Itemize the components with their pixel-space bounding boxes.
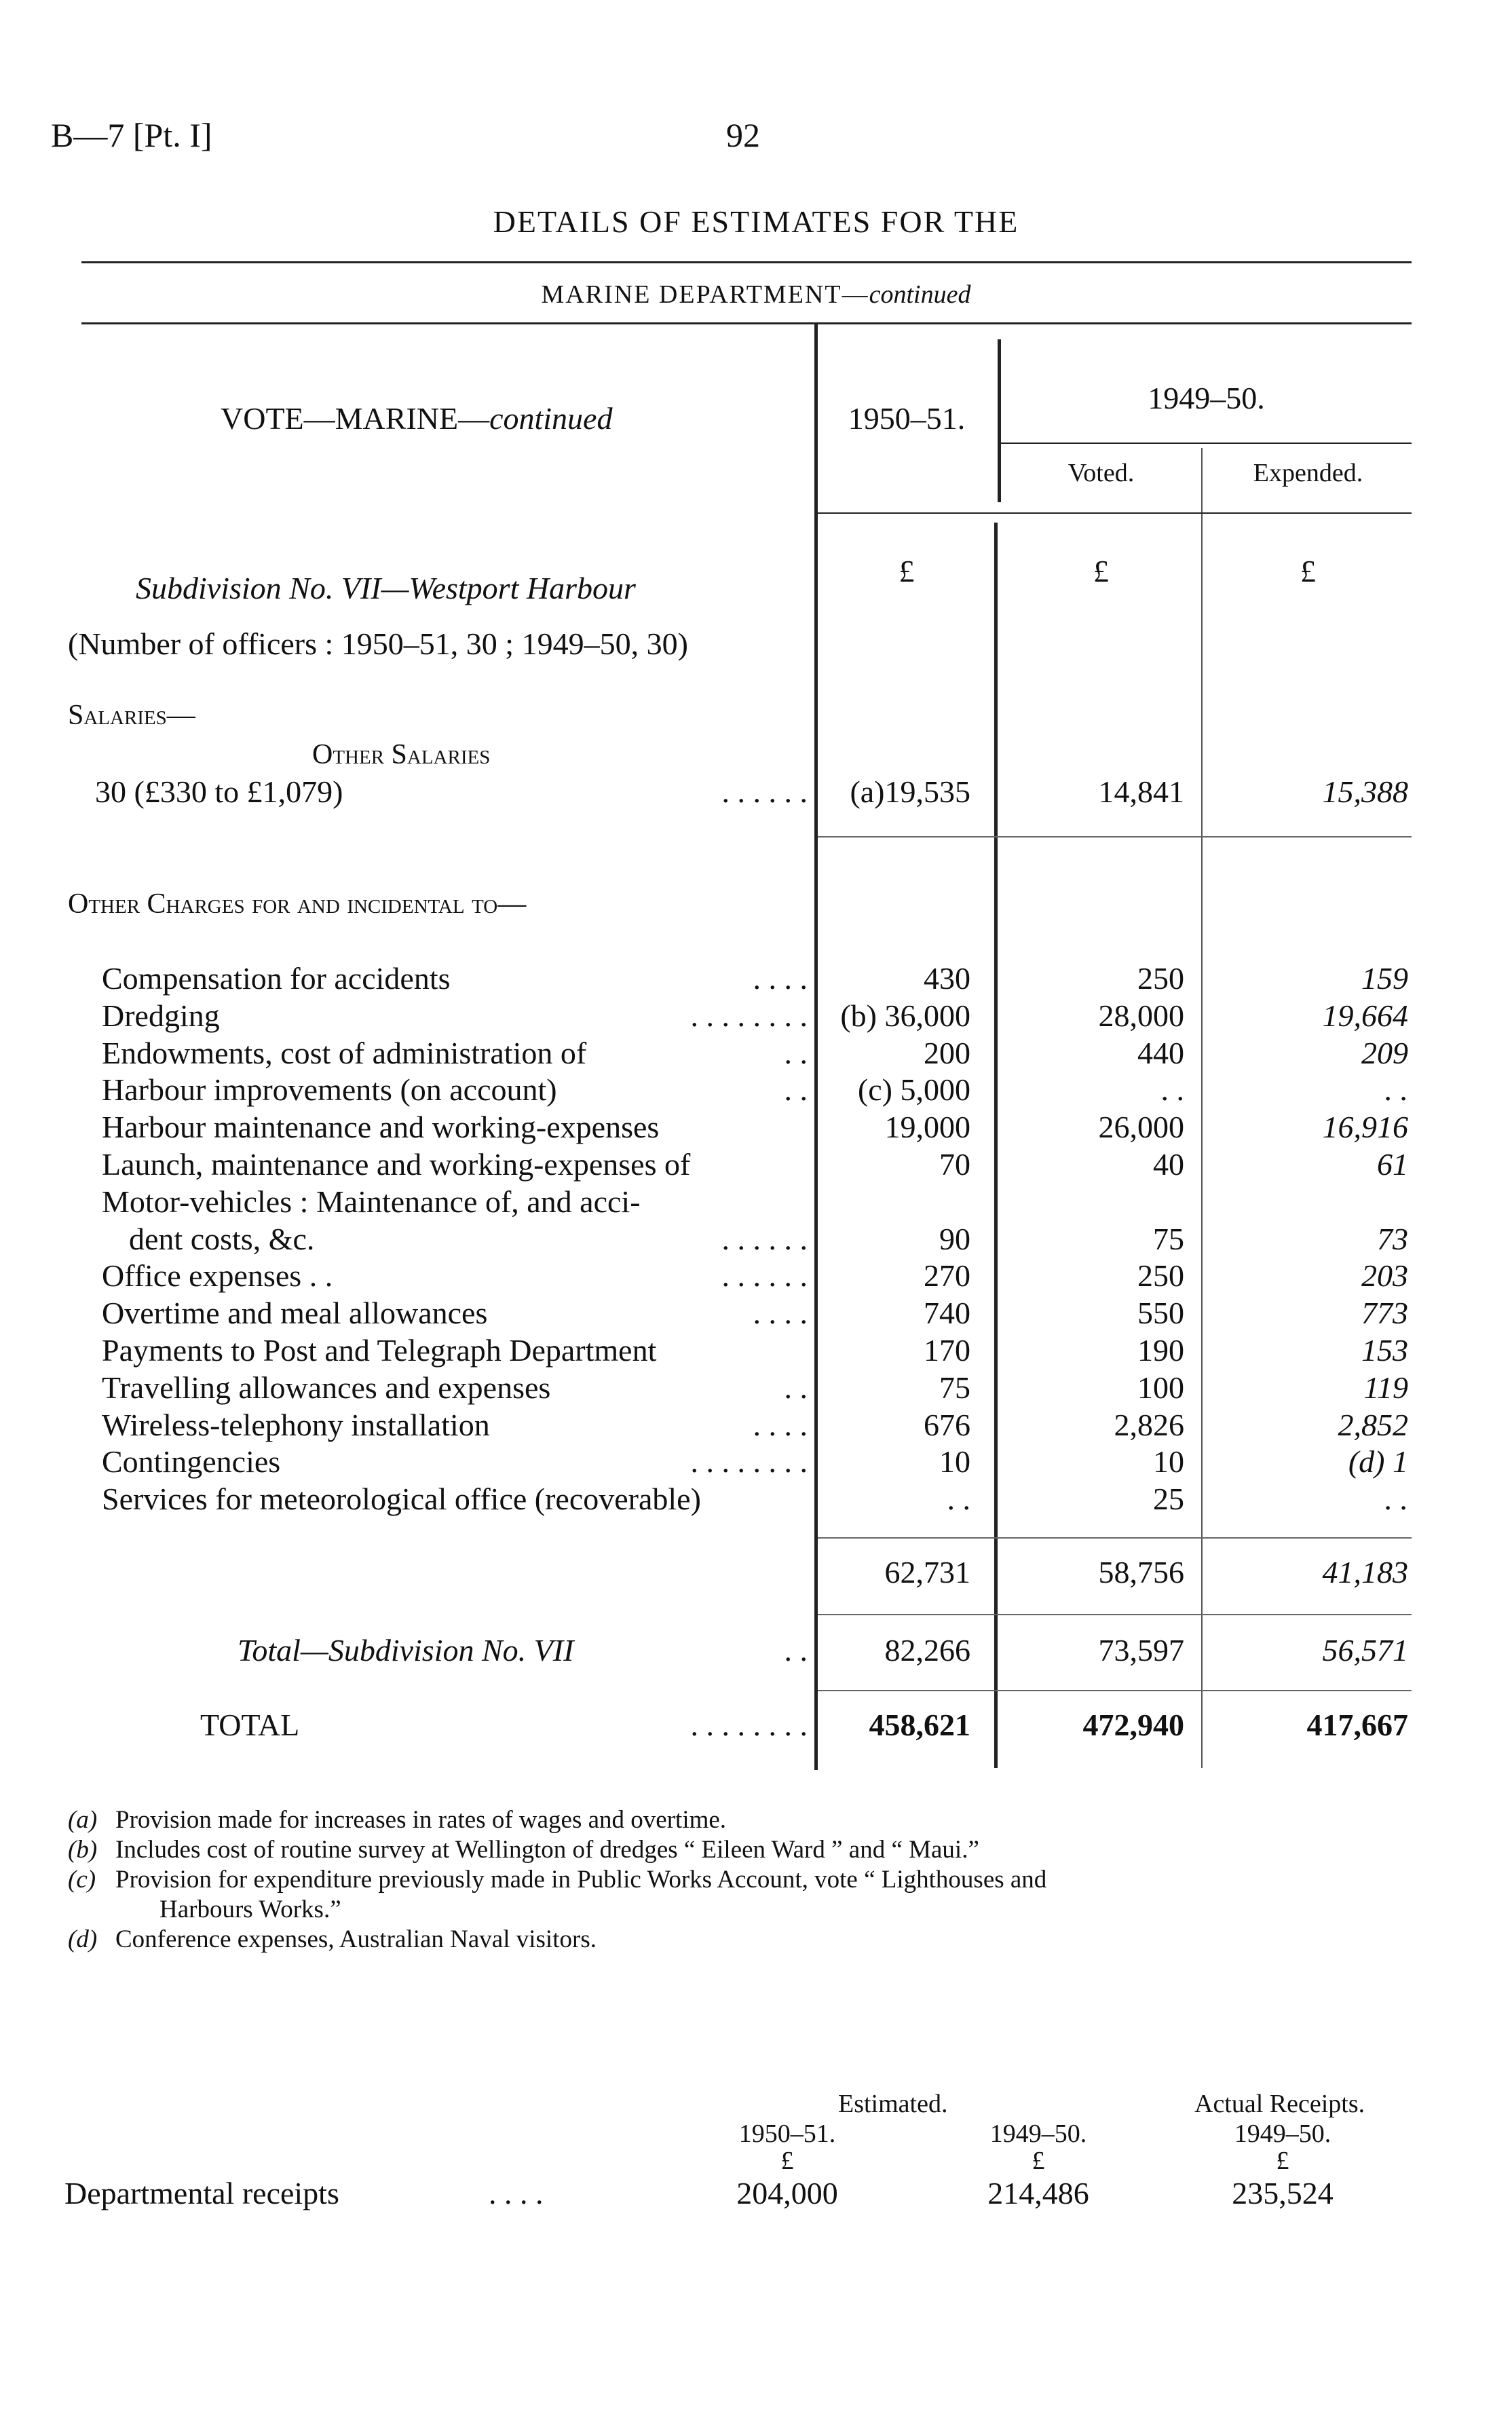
- subtotal-top-rule: [818, 1537, 1412, 1539]
- charge-row-label: Overtime and meal allowances: [102, 1296, 488, 1330]
- charge-row-1950: 19,000: [884, 1110, 970, 1144]
- subtotal-voted: 58,756: [1098, 1555, 1184, 1589]
- charge-row-voted: 2,826: [1114, 1408, 1184, 1442]
- footnote-mark: (b): [68, 1836, 98, 1864]
- other-charges-heading: Other Charges for and incidental to—: [68, 888, 527, 920]
- document-title: DETAILS OF ESTIMATES FOR THE: [493, 204, 1019, 239]
- charge-row-1950: . .: [947, 1482, 970, 1516]
- footnote-text: Provision made for increases in rates of wages and overtime.: [115, 1806, 727, 1834]
- receipts-row-label: Departmental receipts: [64, 2176, 339, 2210]
- charge-row-expended: 153: [1361, 1333, 1408, 1368]
- subtotal-bottom-rule: [818, 1614, 1412, 1615]
- col-header-1949-rule: [1001, 443, 1412, 444]
- subdivision-officers: (Number of officers : 1950–51, 30 ; 1949–50, 30): [68, 626, 688, 661]
- charge-row-dots: . .: [784, 1370, 808, 1405]
- grand-total-expended: 417,667: [1306, 1708, 1408, 1742]
- charge-row-dots: . . . . . . . .: [690, 998, 808, 1033]
- grand-total-voted: 472,940: [1082, 1708, 1184, 1742]
- charge-row-expended: 73: [1377, 1222, 1408, 1256]
- col-header-1950: 1950–51.: [848, 401, 966, 436]
- footnote-mark: (a): [68, 1806, 98, 1834]
- page-number: 92: [726, 116, 760, 154]
- charge-row-label: Motor-vehicles : Maintenance of, and acci-: [102, 1184, 641, 1219]
- receipts-1949-value: 214,486: [987, 2176, 1089, 2210]
- charge-row-voted: 25: [1153, 1482, 1184, 1516]
- currency-1950: £: [899, 554, 915, 588]
- salaries-heading: Salaries—: [68, 700, 195, 731]
- footnote-mark: (c): [68, 1866, 96, 1894]
- charge-row-expended: . .: [1384, 1072, 1408, 1107]
- charge-row-label: Travelling allowances and expenses: [102, 1370, 551, 1405]
- total-subdivision-voted: 73,597: [1098, 1633, 1184, 1668]
- grand-total-label: TOTAL: [200, 1708, 300, 1742]
- charge-row-label: dent costs, &c.: [129, 1222, 315, 1256]
- charge-row-expended: 119: [1363, 1370, 1408, 1405]
- footnote-mark: (d): [68, 1925, 98, 1953]
- col-header-expended: Expended.: [1253, 459, 1363, 487]
- salaries-row-voted: 14,841: [1098, 774, 1184, 809]
- charge-row-dots: . . . . . . . .: [690, 1444, 808, 1479]
- salaries-row-expended: 15,388: [1322, 774, 1408, 809]
- charge-row-expended: (d) 1: [1348, 1444, 1408, 1479]
- column-rule-mid: [994, 523, 998, 1768]
- charge-row-1950: 676: [924, 1408, 970, 1442]
- charge-row-1950: 430: [924, 961, 970, 996]
- charge-row-dots: . .: [784, 1036, 808, 1070]
- footnote-text: Harbours Works.”: [159, 1896, 341, 1923]
- charge-row-label: Wireless-telephony installation: [102, 1408, 490, 1442]
- charge-row-expended: 203: [1361, 1258, 1408, 1293]
- salaries-row-dots: . . . . . .: [721, 774, 808, 809]
- grand-total-dots: . . . . . . . .: [690, 1708, 808, 1742]
- charge-row-expended: 16,916: [1322, 1110, 1408, 1144]
- charge-row-voted: 28,000: [1098, 998, 1184, 1033]
- receipts-estimated-label: Estimated.: [838, 2090, 948, 2118]
- charge-row-1950: (b) 36,000: [840, 998, 970, 1033]
- charge-row-dots: . . . .: [753, 961, 808, 996]
- charge-row-voted: 190: [1137, 1333, 1184, 1368]
- charge-row-1950: 70: [939, 1147, 970, 1182]
- charge-row-label: Office expenses . .: [102, 1258, 333, 1293]
- charge-row-label: Endowments, cost of administration of: [102, 1036, 587, 1070]
- charge-row-dots: . . . .: [753, 1408, 808, 1442]
- charge-row-1950: 740: [924, 1296, 970, 1330]
- charge-row-label: Harbour improvements (on account): [102, 1072, 557, 1107]
- charge-row-voted: 550: [1137, 1296, 1184, 1330]
- charge-row-expended: 19,664: [1322, 998, 1408, 1033]
- col-header-1949: 1949–50.: [1148, 381, 1265, 415]
- title-rule: [81, 261, 1412, 263]
- charge-row-label: Harbour maintenance and working-expenses: [102, 1110, 660, 1144]
- charge-row-voted: 440: [1137, 1036, 1184, 1070]
- salaries-subheading: Other Salaries: [312, 739, 491, 770]
- receipts-row-dots: . . . .: [489, 2176, 544, 2210]
- grand-total-1950: 458,621: [869, 1708, 970, 1742]
- footnote-text: Provision for expenditure previously made in Public Works Account, vote “ Lighthouses and: [115, 1866, 1047, 1894]
- subdivision-title: Subdivision No. VII—Westport Harbour: [136, 571, 636, 605]
- charge-row-expended: 61: [1377, 1147, 1408, 1182]
- charge-row-voted: 10: [1153, 1444, 1184, 1479]
- charge-row-expended: 159: [1361, 961, 1408, 996]
- currency-voted: £: [1093, 554, 1109, 588]
- vote-heading: VOTE—MARINE—continued: [221, 401, 613, 436]
- charge-row-label: Dredging: [102, 998, 220, 1033]
- receipts-actual-label: Actual Receipts.: [1194, 2090, 1365, 2118]
- charge-row-1950: 90: [939, 1222, 970, 1256]
- charge-row-label: Services for meteorological office (recoverable): [102, 1482, 701, 1516]
- column-rule-right: [1201, 448, 1203, 1768]
- charge-row-voted: 40: [1153, 1147, 1184, 1182]
- charge-row-expended: 2,852: [1338, 1408, 1408, 1442]
- charge-row-label: Payments to Post and Telegraph Department: [102, 1333, 657, 1368]
- total-subdivision-expended: 56,571: [1322, 1633, 1408, 1668]
- charge-row-dots: . . . . . .: [721, 1222, 808, 1256]
- receipts-currency-1950: £: [780, 2147, 794, 2175]
- salaries-row-1950: (a)19,535: [850, 774, 970, 809]
- charge-row-voted: 250: [1137, 961, 1184, 996]
- currency-expended: £: [1300, 554, 1316, 588]
- receipts-currency-actual: £: [1276, 2147, 1289, 2175]
- subtotal-expended: 41,183: [1322, 1555, 1408, 1589]
- charge-row-label: Compensation for accidents: [102, 961, 451, 996]
- charge-row-dots: . .: [784, 1072, 808, 1107]
- footnote-text: Includes cost of routine survey at Wellington of dredges “ Eileen Ward ” and “ Maui.”: [115, 1836, 979, 1864]
- charge-row-dots: . . . .: [753, 1296, 808, 1330]
- charge-row-1950: 170: [924, 1333, 970, 1368]
- receipts-1950-value: 204,000: [736, 2176, 838, 2210]
- page-ref: B—7 [Pt. I]: [51, 116, 212, 154]
- total-subdivision-dots: . .: [784, 1633, 808, 1668]
- charge-row-voted: 100: [1137, 1370, 1184, 1405]
- charge-row-expended: . .: [1384, 1482, 1408, 1516]
- salaries-rule: [818, 836, 1412, 837]
- charge-row-voted: 26,000: [1098, 1110, 1184, 1144]
- footnote-text: Conference expenses, Australian Naval visitors.: [115, 1925, 597, 1953]
- subtitle-rule: [81, 322, 1412, 324]
- charge-row-1950: 10: [939, 1444, 970, 1479]
- charge-row-expended: 209: [1361, 1036, 1408, 1070]
- department-subtitle: MARINE DEPARTMENT—continued: [541, 280, 971, 309]
- charge-row-voted: 75: [1153, 1222, 1184, 1256]
- receipts-currency-1949: £: [1032, 2147, 1045, 2175]
- charge-row-dots: . . . . . .: [721, 1258, 808, 1293]
- charge-row-1950: 75: [939, 1370, 970, 1405]
- charge-row-voted: 250: [1137, 1258, 1184, 1293]
- total-subdivision-1950: 82,266: [884, 1633, 970, 1668]
- header-bottom-rule: [818, 512, 1412, 514]
- total-subdivision-label: Total—Subdivision No. VII: [238, 1633, 574, 1668]
- charge-row-expended: 773: [1361, 1296, 1408, 1330]
- subtotal-1950: 62,731: [884, 1555, 970, 1589]
- charge-row-1950: (c) 5,000: [857, 1072, 970, 1107]
- salaries-row-label: 30 (£330 to £1,079): [95, 774, 343, 809]
- charge-row-voted: . .: [1160, 1072, 1184, 1107]
- receipts-actual-value: 235,524: [1232, 2176, 1334, 2210]
- col-header-voted: Voted.: [1067, 459, 1135, 487]
- receipts-col-1950: 1950–51.: [738, 2120, 836, 2148]
- receipts-col-actual: 1949–50.: [1234, 2120, 1331, 2148]
- charge-row-1950: 200: [924, 1036, 970, 1070]
- charge-row-label: Contingencies: [102, 1444, 281, 1479]
- receipts-col-1949: 1949–50.: [989, 2120, 1087, 2148]
- charge-row-label: Launch, maintenance and working-expenses of: [102, 1147, 691, 1182]
- total-subdivision-rule: [818, 1690, 1412, 1691]
- charge-row-1950: 270: [924, 1258, 970, 1293]
